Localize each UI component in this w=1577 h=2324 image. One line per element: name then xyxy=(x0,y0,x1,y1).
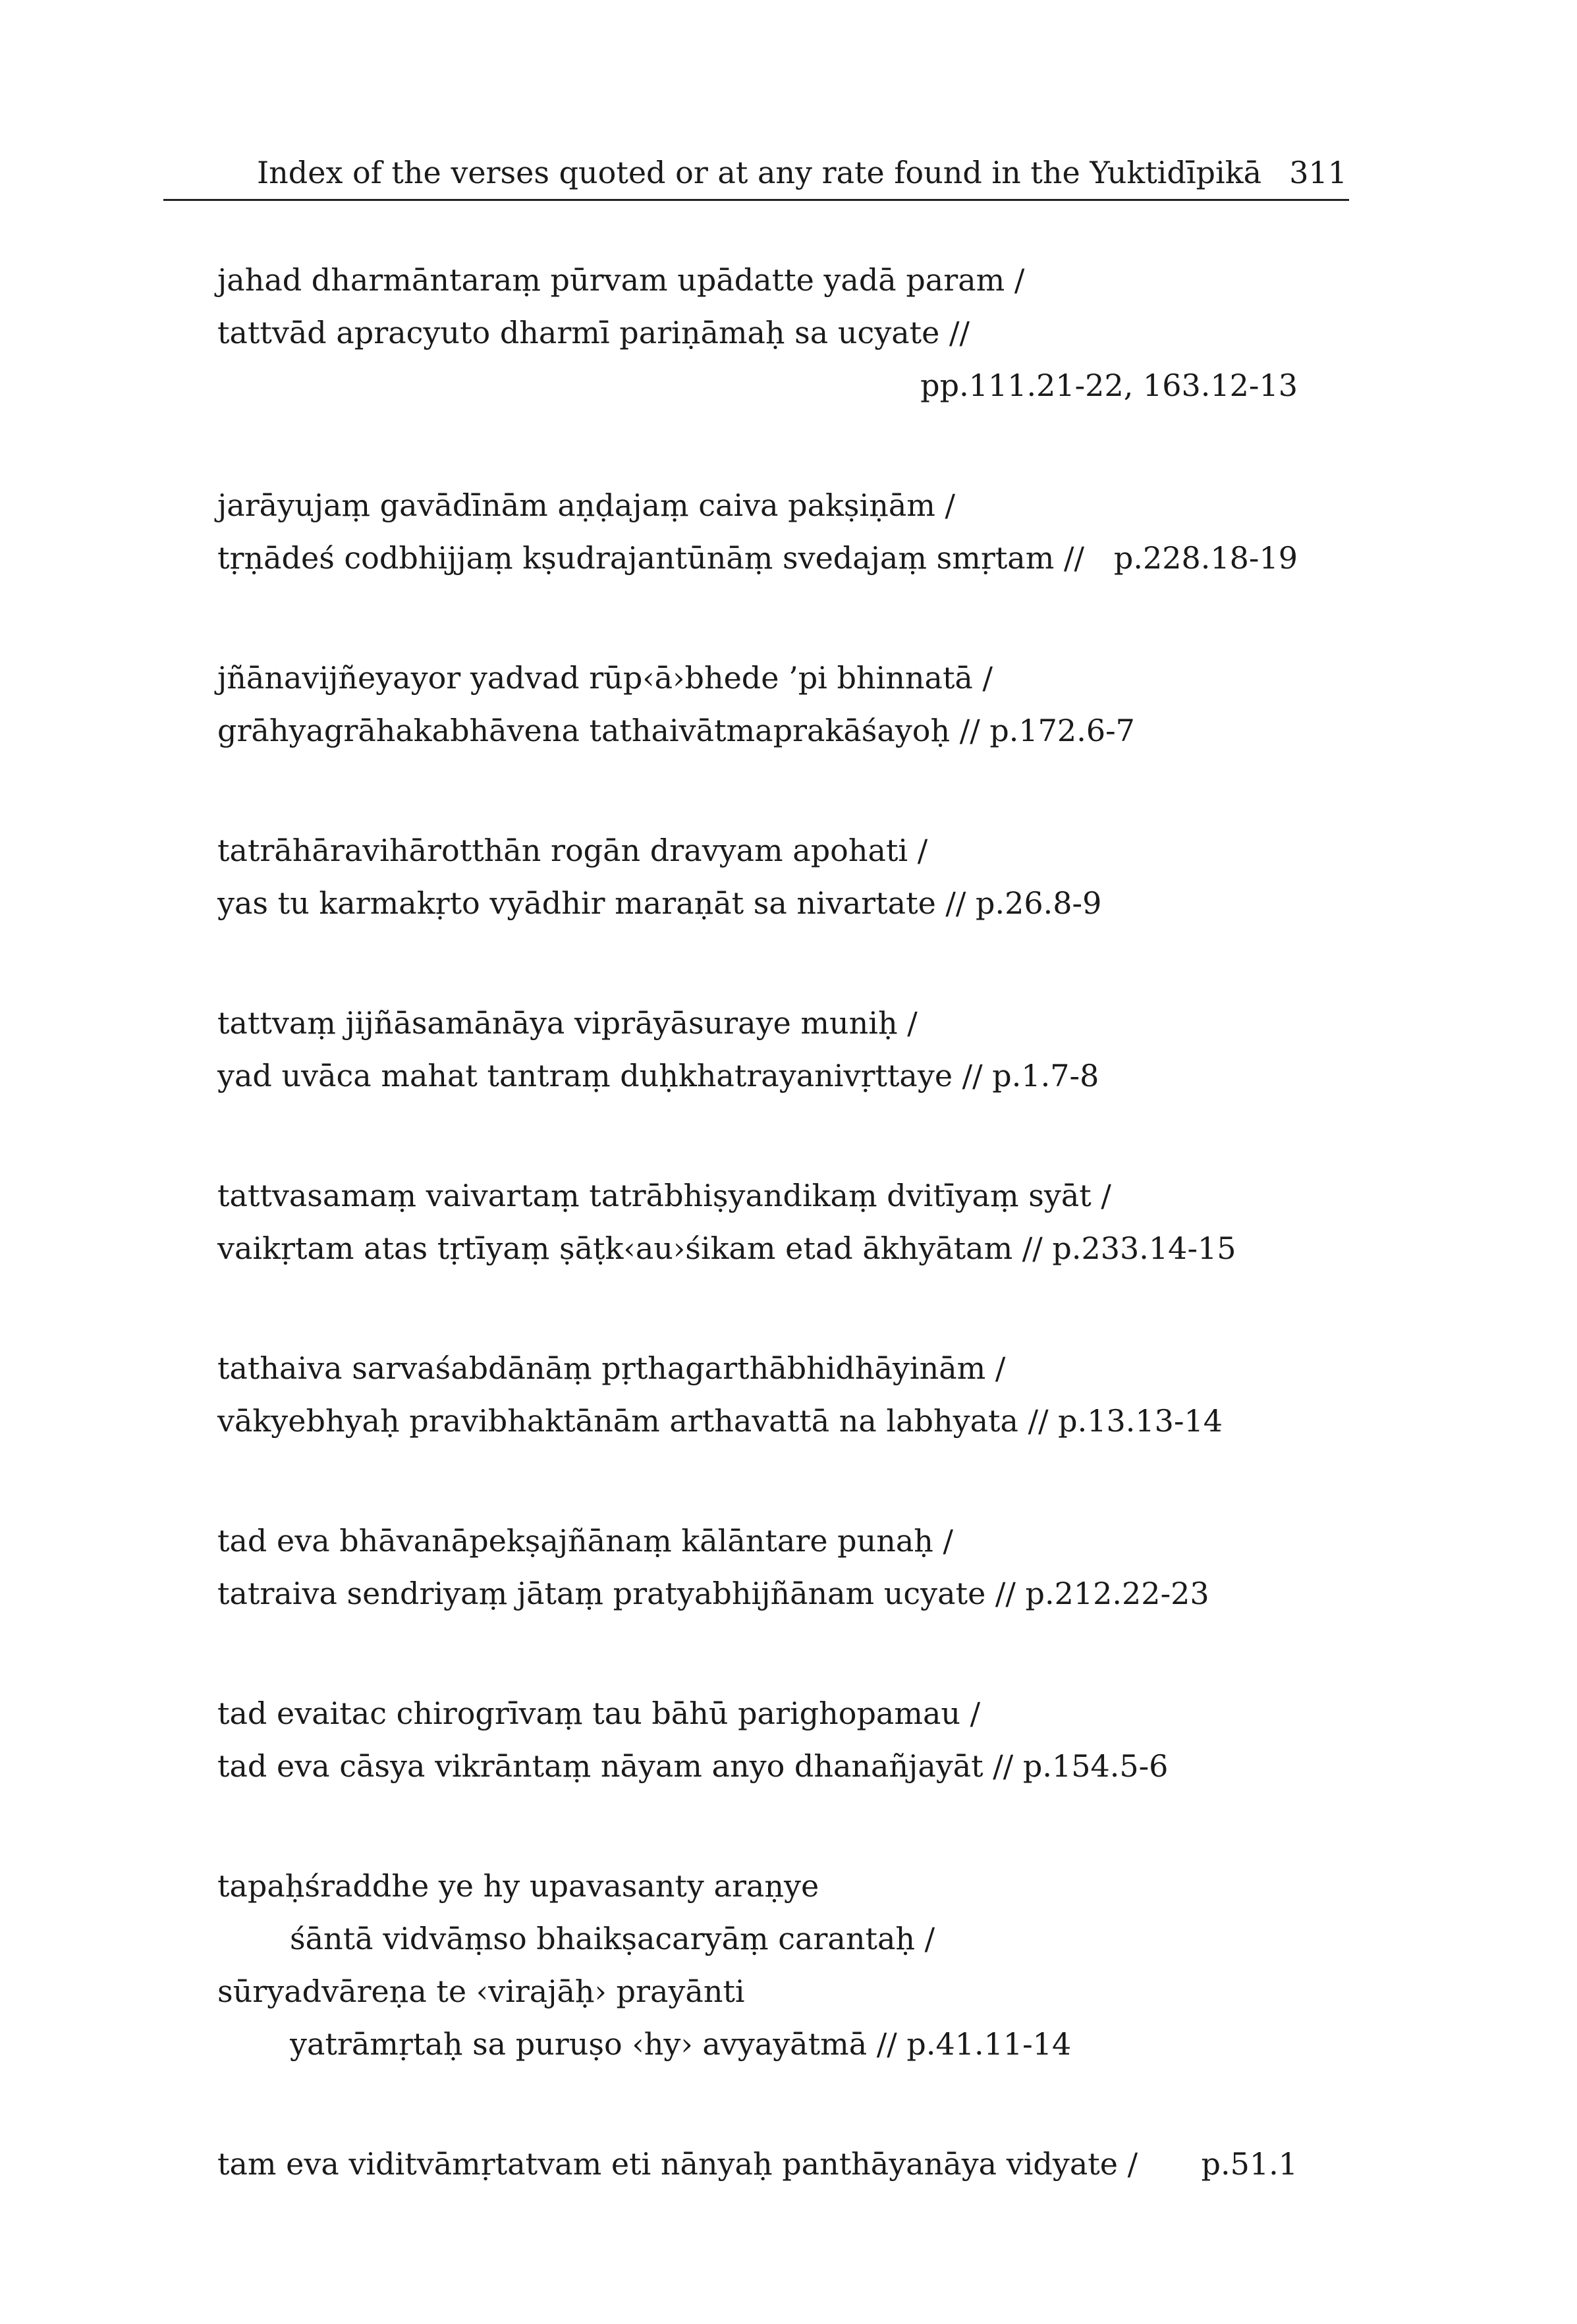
verse-line: yad uvāca mahat tantraṃ duḥkhatrayanivṛttaye // p.1.7-8 xyxy=(217,1058,1099,1093)
verse-line: tatraiva sendriyaṃ jātaṃ pratyabhijñānam ucyate // p.212.22-23 xyxy=(217,1576,1209,1611)
verse-line: tad evaitac chirogrīvaṃ tau bāhū parighopamau / xyxy=(217,1696,981,1731)
verse-entry xyxy=(217,1169,1298,1275)
running-head-title: Index of the verses quoted or at any rate found in the Yuktidīpikā xyxy=(257,155,1262,190)
verse-line: jñānavijñeyayor yadvad rūp‹ā›bhede ’pi bhinnatā / xyxy=(217,660,993,696)
verse-reference: pp.111.21-22, 163.12-13 xyxy=(920,368,1298,403)
verse-entry xyxy=(217,1860,1298,2070)
verse-line-indented: yatrāmṛtaḥ sa puruṣo ‹hy› avyayātmā // p.41.11-14 xyxy=(290,2026,1072,2062)
verse-entry xyxy=(217,479,1298,584)
verse-line: tam eva viditvāmṛtatvam eti nānyaḥ panthāyanāya vidyate / xyxy=(217,2146,1138,2182)
verse-entry xyxy=(217,1514,1298,1620)
verse-line-with-ref xyxy=(217,2138,1298,2190)
verse-line: tathaiva sarvaśabdānāṃ pṛthagarthābhidhāyinām / xyxy=(217,1350,1006,1386)
verse-line: jarāyujaṃ gavādīnām aṇḍajaṃ caiva pakṣiṇām / xyxy=(217,487,956,523)
page-number: 311 xyxy=(1289,155,1347,190)
verse-line: vaikṛtam atas tṛtīyaṃ ṣāṭk‹au›śikam etad ākhyātam // p.233.14-15 xyxy=(217,1231,1236,1266)
verse-entry xyxy=(217,2138,1298,2190)
verse-entry xyxy=(217,824,1298,929)
verse-entry xyxy=(217,651,1298,757)
verse-line: tad eva bhāvanāpekṣajñānaṃ kālāntare punaḥ / xyxy=(217,1523,954,1559)
verse-line: tad eva cāsya vikrāntaṃ nāyam anyo dhanañjayāt // p.154.5-6 xyxy=(217,1748,1169,1784)
verse-line-with-ref xyxy=(217,532,1298,584)
verse-entry xyxy=(217,254,1298,412)
verse-line: vākyebhyaḥ pravibhaktānām arthavattā na labhyata // p.13.13-14 xyxy=(217,1403,1223,1439)
verse-line: grāhyagrāhakabhāvena tathaivātmaprakāśayoḥ // p.172.6-7 xyxy=(217,713,1135,748)
verse-line: yas tu karmakṛto vyādhir maraṇāt sa nivartate // p.26.8-9 xyxy=(217,885,1102,921)
verse-entry xyxy=(217,1687,1298,1792)
verse-line: tattvād apracyuto dharmī pariṇāmaḥ sa ucyate // xyxy=(217,315,970,350)
verse-line: jahad dharmāntaraṃ pūrvam upādatte yadā param / xyxy=(217,262,1025,298)
verse-line: tatrāhāravihārotthān rogān dravyam apohati / xyxy=(217,833,928,868)
verse-line: tṛṇādeś codbhijjaṃ kṣudrajantūnāṃ svedajaṃ smṛtam // xyxy=(217,540,1084,576)
verse-line: sūryadvāreṇa te ‹virajāḥ› prayānti xyxy=(217,1974,745,2009)
verse-reference: p.51.1 xyxy=(1201,2146,1298,2182)
verse-reference: p.228.18-19 xyxy=(1113,540,1298,576)
verse-line: tattvasamaṃ vaivartaṃ tatrābhiṣyandikaṃ dvitīyaṃ syāt / xyxy=(217,1178,1111,1213)
header-rule xyxy=(163,199,1349,201)
verse-entry xyxy=(217,1342,1298,1447)
verse-line: tapaḥśraddhe ye hy upavasanty araṇye xyxy=(217,1868,819,1904)
verse-line: tattvaṃ jijñāsamānāya viprāyāsuraye muniḥ / xyxy=(217,1005,918,1041)
verse-entry xyxy=(217,997,1298,1102)
verse-line-indented: śāntā vidvāṃso bhaikṣacaryāṃ carantaḥ / xyxy=(290,1921,935,1956)
verse-index xyxy=(217,254,1298,2257)
